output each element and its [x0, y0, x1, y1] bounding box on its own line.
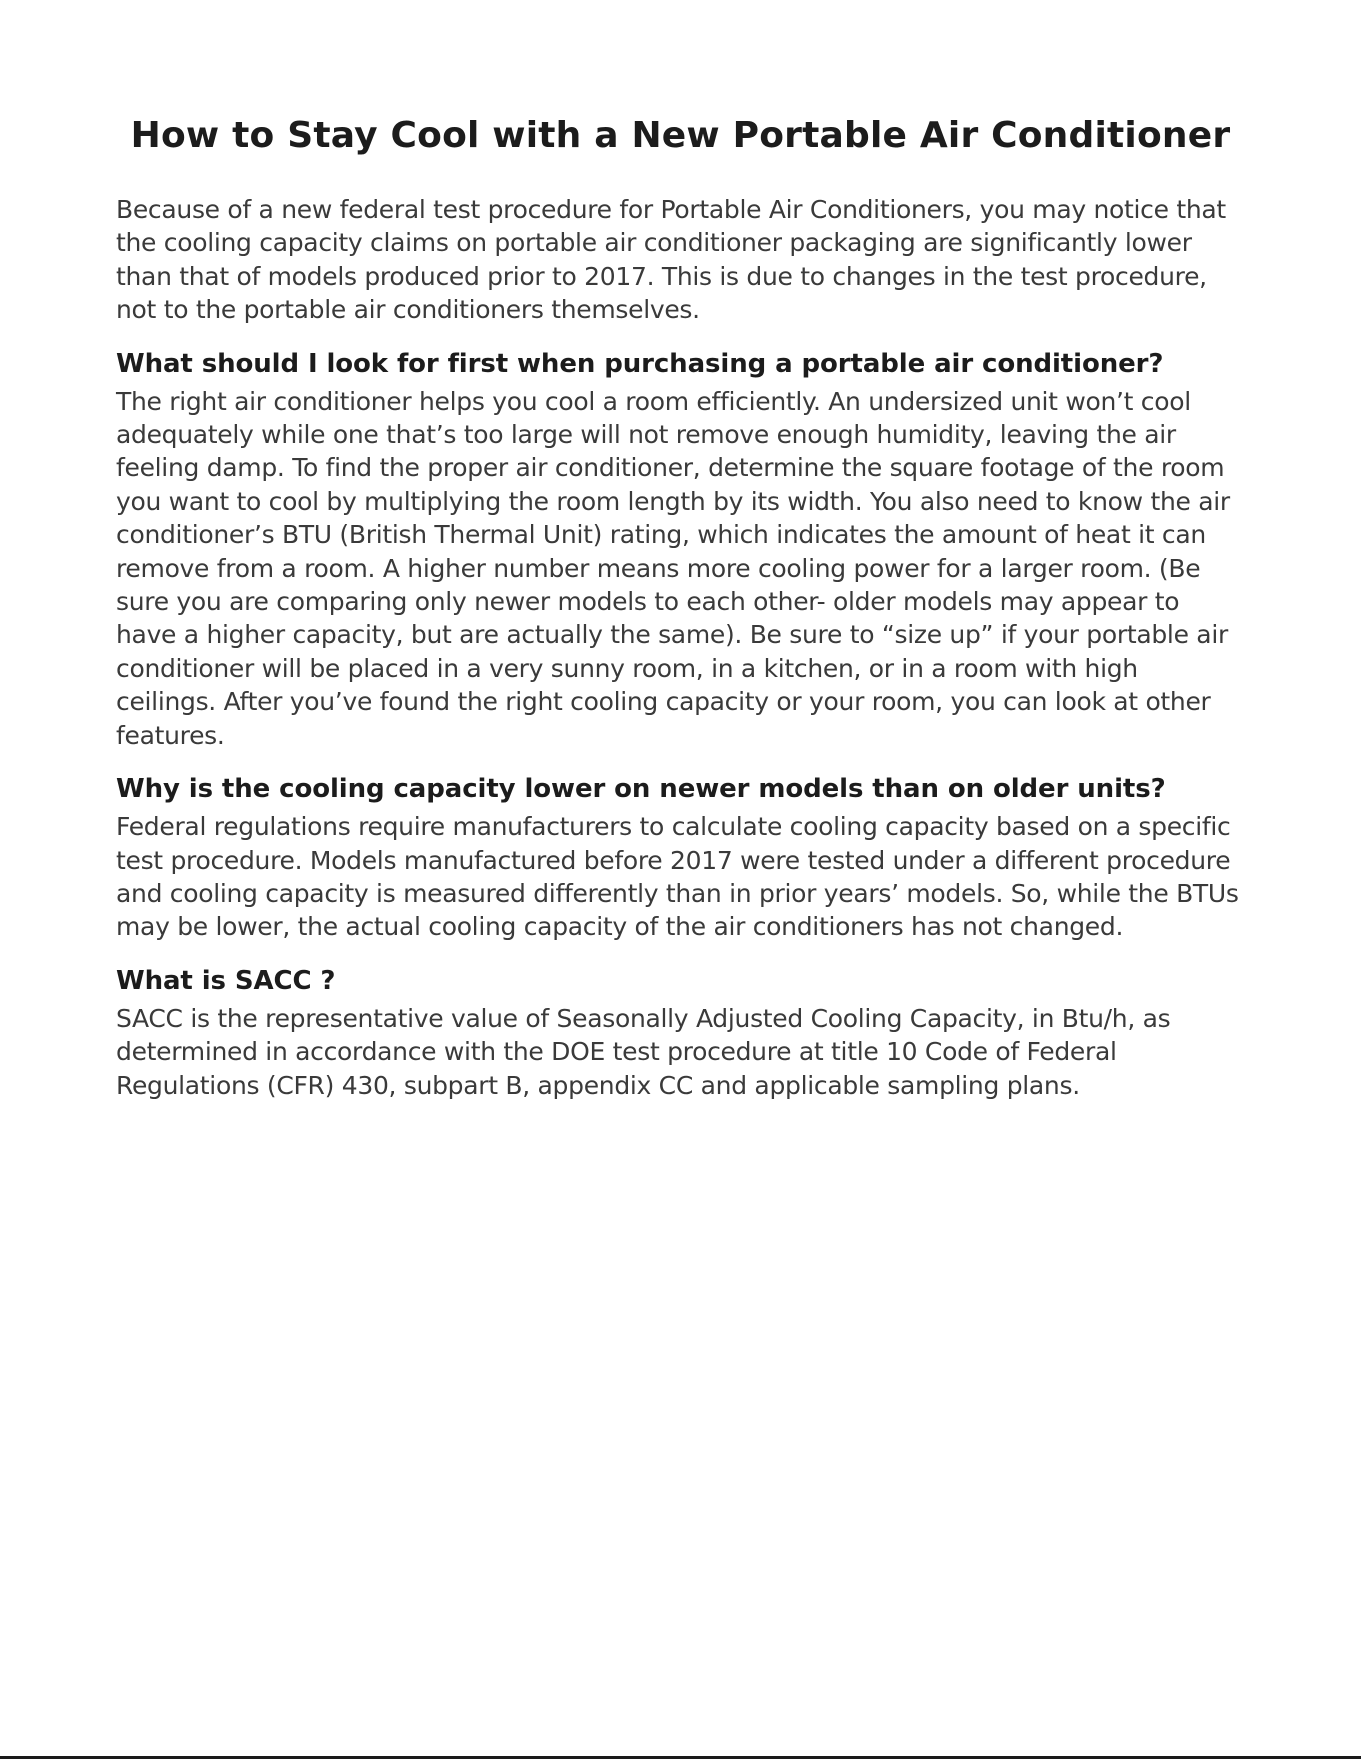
- page-bottom-border: [0, 1756, 1361, 1759]
- page-title: How to Stay Cool with a New Portable Air Conditioner: [130, 115, 1231, 156]
- document-body: [116, 193, 1241, 1102]
- section-body-capacity-lower: Federal regulations require manufacturers to calculate cooling capacity based on a specific test procedure. Models manufactured before 2017 were tested under a different procedure and cooling capacity is measured differently than in prior years’ models. So, while the BTUs may be lower, the actual cooling capacity of the air conditioners has not changed.: [116, 812, 1239, 942]
- section-heading-first-purchase: What should I look for first when purchasing a portable air conditioner?: [116, 348, 1164, 379]
- section-heading-sacc: What is SACC ?: [116, 965, 336, 996]
- intro-paragraph: Because of a new federal test procedure for Portable Air Conditioners, you may notice that the cooling capacity claims on portable air conditioner packaging are significantly lower than that of models produced prior to 2017. This is due to changes in the test procedure, not to the portable air conditioners themselves.: [116, 195, 1226, 325]
- section-body-sacc: SACC is the representative value of Seasonally Adjusted Cooling Capacity, in Btu/h, as determined in accordance with the DOE test procedure at title 10 Code of Federal Regulations (CFR) 430, subpart B, appendix CC and applicable sampling plans.: [116, 1003, 1171, 1100]
- section-body-first-purchase: The right air conditioner helps you cool a room efficiently. An undersized unit won’t cool adequately while one that’s too large will not remove enough humidity, leaving the air feeling damp. To find the proper air conditioner, determine the square footage of the room you want to cool by multiplying the room length by its width. You also need to know the air conditioner’s BTU (British Thermal Unit) rating, which indicates the amount of heat it can remove from a room. A higher number means more cooling power for a larger room. (Be sure you are comparing only newer models to each other- older models may appear to have a higher capacity, but are actually the same). Be sure to “size up” if your portable air conditioner will be placed in a very sunny room, in a kitchen, or in a room with high ceilings. After you’ve found the right cooling capacity or your room, you can look at other features.: [116, 386, 1230, 750]
- section-heading-capacity-lower: Why is the cooling capacity lower on newer models than on older units?: [116, 774, 1166, 805]
